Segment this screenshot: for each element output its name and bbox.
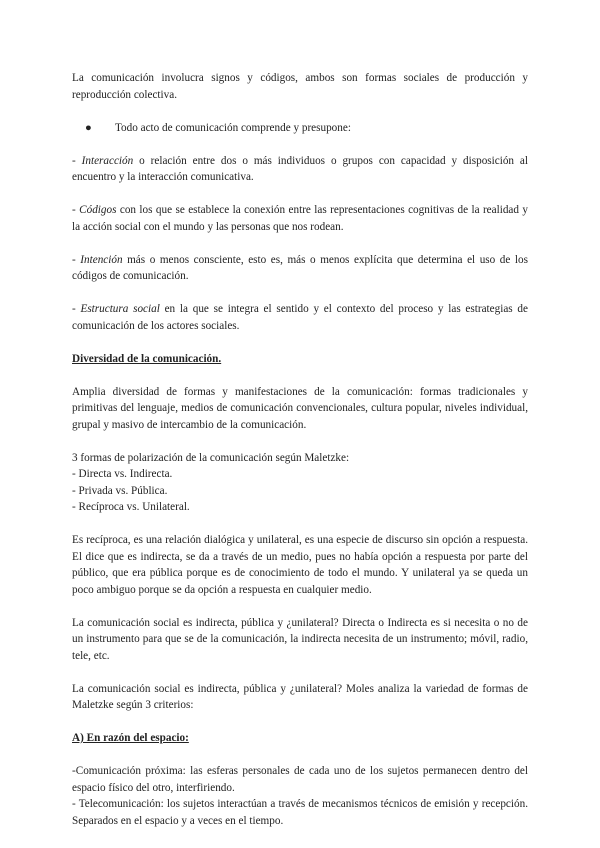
item-estructura: - Estructura social en la que se integra el sentido y el contexto del proceso y las estrategias de comunicación de los actores sociales. bbox=[72, 303, 528, 332]
item-interaccion: - Interacción o relación entre dos o más individuos o grupos con capacidad y disposición al encuentro y la interacción comunicativa. bbox=[72, 154, 528, 183]
diversity-paragraph: Amplia diversidad de formas y manifestaciones de la comunicación: formas tradicionales y primitivas del lenguaje, medios de comunicación convencionales, cultura popular, niveles individual, grupal y masivo de intercambio de la comunicación. bbox=[72, 385, 528, 431]
term-estructura: Estructura social bbox=[80, 303, 160, 315]
bullet-text: Todo acto de comunicación comprende y presupone: bbox=[115, 121, 351, 134]
form-item: - Privada vs. Pública. bbox=[72, 484, 168, 497]
forms-title: 3 formas de polarización de la comunicación según Maletzke: bbox=[72, 451, 350, 464]
heading-diversidad: Diversidad de la comunicación. bbox=[72, 352, 222, 365]
bullet-icon: ● bbox=[85, 121, 92, 134]
heading-espacio: A) En razón del espacio: bbox=[72, 732, 189, 744]
item-intencion: - Intención más o menos consciente, esto es, más o menos explícita que determina el uso de los códigos de comunicación. bbox=[72, 253, 528, 282]
term-intencion: Intención bbox=[80, 253, 123, 266]
form-item: - Recíproca vs. Unilateral. bbox=[72, 501, 190, 513]
term-codigos: Códigos bbox=[79, 204, 117, 216]
reciproca-paragraph: Es recíproca, es una relación dialógica y unilateral, es una especie de discurso sin opción a respuesta. El dice que es indirecta, se da a través de un medio, pues no había opción a respuesta por parte del público, que era pública porque es de conocimiento de todo el mundo. Y unilateral ya se queda un poco ambiguo porque se da opción a respuesta en cualquier medio. bbox=[72, 534, 528, 596]
intro-paragraph: La comunicación involucra signos y códigos, ambos son formas sociales de producción y reproducción colectiva. bbox=[72, 72, 528, 101]
bullet-item bbox=[72, 120, 528, 137]
item-codigos: - Códigos con los que se establece la conexión entre las representaciones cognitivas de la realidad y la acción social con el mundo y las personas que nos rodean. bbox=[72, 204, 528, 233]
question-paragraph-2: La comunicación social es indirecta, pública y ¿unilateral? Moles analiza la variedad de formas de Maletzke según 3 criterios: bbox=[72, 682, 528, 711]
question-paragraph-1: La comunicación social es indirecta, pública y ¿unilateral? Directa o Indirecta es si necesita o no de un instrumento para que se de la comunicación, la indirecta necesita de un instrumento; móvil, radio, tele, etc. bbox=[72, 616, 528, 662]
espacio-item-1: -Comunicación próxima: las esferas personales de cada uno de los sujetos permanecen dentro del espacio físico del otro, interfiriendo. bbox=[72, 765, 528, 794]
term-interaccion: Interacción bbox=[81, 154, 134, 167]
document-page bbox=[72, 70, 528, 829]
form-item: - Directa vs. Indirecta. bbox=[72, 468, 173, 480]
espacio-item-2: - Telecomunicación: los sujetos interactúan a través de mecanismos técnicos de emisión y recepción. Separados en el espacio y a veces en el tiempo. bbox=[72, 798, 528, 827]
